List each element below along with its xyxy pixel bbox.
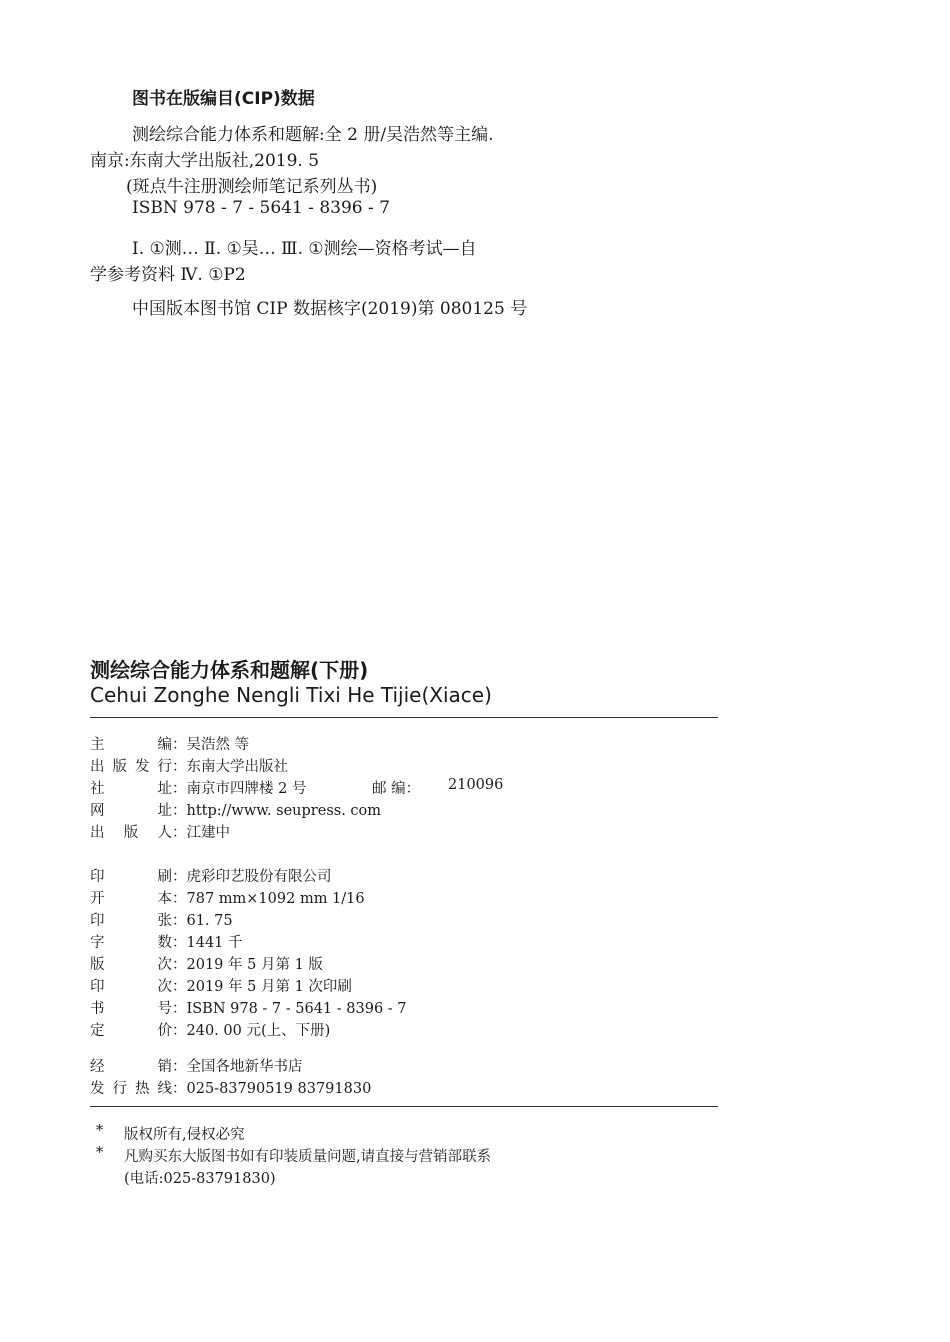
print-label: 开本 — [90, 891, 172, 907]
quality-note: 凡购买东大版图书如有印装质量问题,请直接与营销部联系 — [124, 1149, 492, 1165]
print-label: 版次 — [90, 957, 172, 973]
info-label: 出版人 — [90, 825, 172, 841]
info-row: 出版发行：东南大学出版社 — [90, 755, 288, 776]
print-row: 印张：61. 75 — [90, 909, 233, 930]
info-label: 社址 — [90, 781, 172, 797]
phone-note: (电话:025-83791830) — [124, 1171, 276, 1187]
print-label: 印张 — [90, 913, 172, 929]
note-bullet: * — [96, 1145, 104, 1161]
cip-line-6: 学参考资料 Ⅳ. ①P2 — [90, 265, 246, 285]
print-row: 定价：240. 00 元(上、下册) — [90, 1019, 330, 1040]
info-row: 网址：http://www. seupress. com — [90, 799, 381, 820]
print-value: 虎彩印艺股份有限公司 — [186, 869, 332, 885]
sales-value: 全国各地新华书店 — [186, 1059, 303, 1075]
book-title: 测绘综合能力体系和题解(下册) — [90, 658, 369, 682]
sales-value: 025-83790519 83791830 — [186, 1081, 372, 1097]
bottom-divider — [90, 1106, 718, 1107]
info-row: 主编：吴浩然 等 — [90, 733, 249, 754]
postcode-label: 邮 编： — [372, 781, 421, 797]
sales-row: 经销：全国各地新华书店 — [90, 1055, 303, 1076]
info-row: 出版人：江建中 — [90, 821, 230, 842]
print-row: 书号：ISBN 978 - 7 - 5641 - 8396 - 7 — [90, 997, 407, 1018]
cip-line-5: Ⅰ. ①测… Ⅱ. ①吴… Ⅲ. ①测绘—资格考试—自 — [132, 239, 477, 259]
info-value: http://www. seupress. com — [186, 803, 382, 819]
book-title-pinyin: Cehui Zonghe Nengli Tixi He Tijie(Xiace) — [90, 683, 492, 707]
sales-row: 发行热线：025-83790519 83791830 — [90, 1077, 371, 1098]
cip-heading: 图书在版编目(CIP)数据 — [132, 89, 315, 109]
info-label: 主编 — [90, 737, 172, 753]
print-row: 字数：1441 千 — [90, 931, 243, 952]
sales-label: 发行热线 — [90, 1081, 172, 1097]
print-label: 印刷 — [90, 869, 172, 885]
info-value: 南京市四牌楼 2 号 — [186, 781, 307, 797]
info-row: 社址：南京市四牌楼 2 号 — [90, 777, 306, 798]
print-value: ISBN 978 - 7 - 5641 - 8396 - 7 — [186, 1001, 407, 1017]
copyright-note: 版权所有,侵权必究 — [124, 1127, 245, 1143]
info-label: 出版发行 — [90, 759, 172, 775]
info-label: 网址 — [90, 803, 172, 819]
cip-line-4: ISBN 978 - 7 - 5641 - 8396 - 7 — [132, 198, 390, 218]
print-value: 2019 年 5 月第 1 版 — [186, 957, 323, 973]
print-value: 61. 75 — [186, 913, 233, 929]
top-divider — [90, 717, 718, 718]
print-label: 字数 — [90, 935, 172, 951]
cip-line-3: (斑点牛注册测绘师笔记系列丛书) — [126, 177, 378, 197]
cip-line-2: 南京:东南大学出版社,2019. 5 — [90, 151, 320, 171]
cip-line-1: 测绘综合能力体系和题解:全 2 册/吴浩然等主编. — [132, 125, 494, 145]
print-row: 开本：787 mm×1092 mm 1/16 — [90, 887, 365, 908]
print-value: 1441 千 — [186, 935, 243, 951]
print-value: 240. 00 元(上、下册) — [186, 1023, 331, 1039]
print-label: 印次 — [90, 979, 172, 995]
print-row: 版次：2019 年 5 月第 1 版 — [90, 953, 323, 974]
info-value: 吴浩然 等 — [186, 737, 250, 753]
info-value: 东南大学出版社 — [186, 759, 288, 775]
print-label: 书号 — [90, 1001, 172, 1017]
print-row: 印刷：虎彩印艺股份有限公司 — [90, 865, 332, 886]
note-bullet: * — [96, 1123, 104, 1139]
info-value: 江建中 — [186, 825, 230, 841]
print-row: 印次：2019 年 5 月第 1 次印刷 — [90, 975, 352, 996]
cip-line-7: 中国版本图书馆 CIP 数据核字(2019)第 080125 号 — [132, 299, 528, 319]
postcode-value: 210096 — [448, 777, 504, 793]
print-value: 2019 年 5 月第 1 次印刷 — [186, 979, 352, 995]
sales-label: 经销 — [90, 1059, 172, 1075]
print-value: 787 mm×1092 mm 1/16 — [186, 891, 365, 907]
print-label: 定价 — [90, 1023, 172, 1039]
